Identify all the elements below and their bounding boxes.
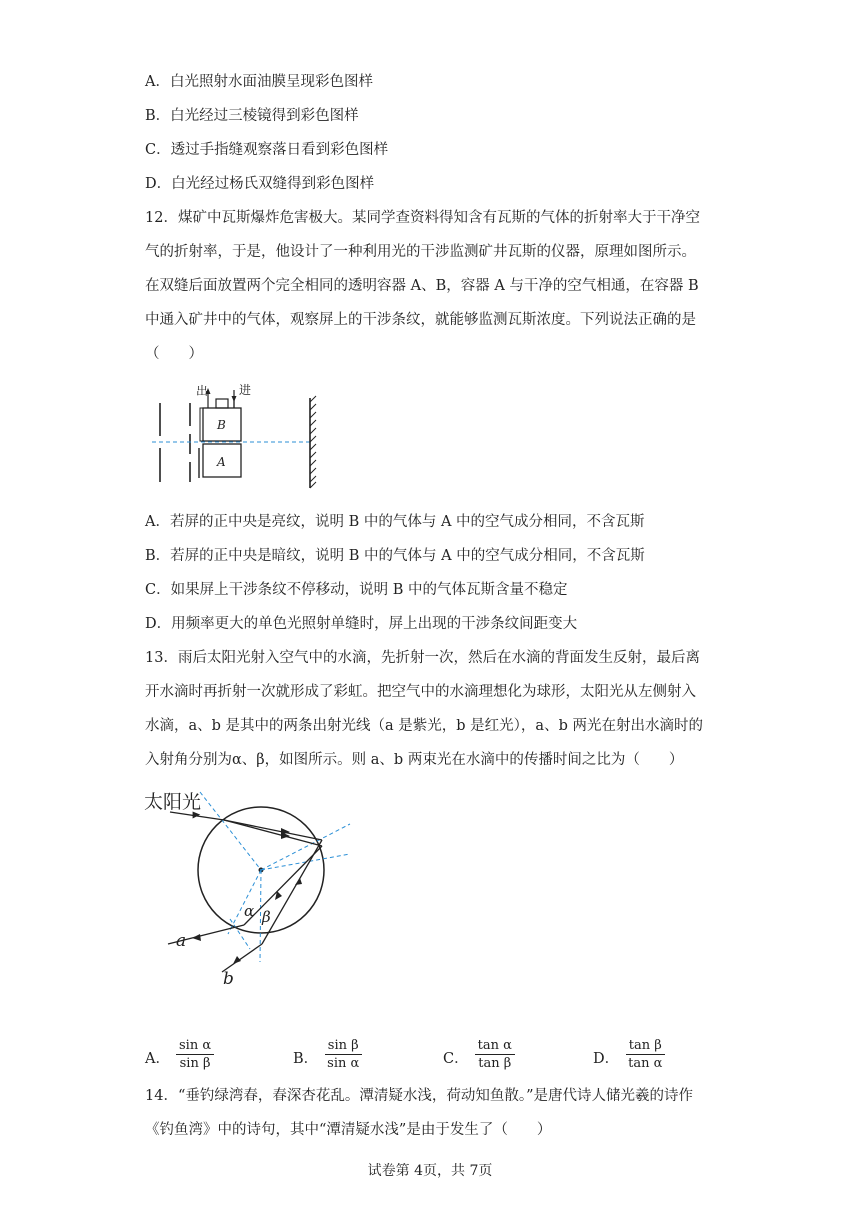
- q12-figure: [150, 378, 330, 490]
- normal-entry: [200, 792, 261, 870]
- normal-exit-b: [260, 870, 261, 962]
- q12-option-b: B．若屏的正中央是暗纹，说明 B 中的气体与 A 中的空气成分相同，不含瓦斯: [145, 548, 645, 564]
- q12-stem-line: 气的折射率，于是，他设计了一种利用光的干涉监测矿井瓦斯的仪器，原理如图所示。: [145, 244, 696, 260]
- fraction-numerator: tan β: [626, 1038, 665, 1055]
- q12-option-a: A．若屏的正中央是亮纹，说明 B 中的气体与 A 中的空气成分相同，不含瓦斯: [145, 514, 645, 530]
- q13-option-a: [145, 1038, 214, 1071]
- q11-option-b: B．白光经过三棱镜得到彩色图样: [145, 108, 359, 124]
- fraction-denominator: tan α: [628, 1056, 663, 1071]
- fraction-denominator: tan β: [478, 1056, 512, 1071]
- label-in: 进: [239, 383, 252, 397]
- option-label: C．: [443, 1051, 469, 1067]
- q11-option-d: D．白光经过杨氏双缝得到彩色图样: [145, 176, 375, 192]
- internal-ray-b: [262, 840, 322, 944]
- label-out: 出: [196, 384, 209, 398]
- label-sunlight: 太阳光: [144, 791, 202, 813]
- fraction-numerator: sin α: [176, 1038, 214, 1055]
- fraction: [475, 1038, 515, 1071]
- page-footer: 试卷第 4页，共 7页: [367, 1163, 493, 1179]
- fraction-numerator: tan α: [475, 1038, 515, 1055]
- label-ray-a: a: [176, 931, 187, 951]
- q12-stem-line: （ ）: [145, 346, 203, 362]
- label-a: A: [217, 455, 226, 469]
- q13-options: [145, 1038, 725, 1078]
- label-b: B: [217, 418, 226, 432]
- q12-stem-line: 在双缝后面放置两个完全相同的透明容器 A、B，容器 A 与干净的空气相通，在容器 B: [145, 278, 699, 294]
- q13-stem-line: 入射角分别为α、β，如图所示。则 a、b 两束光在水滴中的传播时间之比为（ ）: [145, 752, 684, 768]
- option-label: A．: [145, 1051, 170, 1067]
- q14-stem-line: 14．“垂钓绿湾春，春深杏花乱。潭清疑水浅，荷动知鱼散。”是唐代诗人储光羲的诗作: [145, 1088, 694, 1104]
- fraction-numerator: sin β: [325, 1038, 362, 1055]
- q12-option-c: C．如果屏上干涉条纹不停移动，说明 B 中的气体瓦斯含量不稳定: [145, 582, 568, 598]
- q13-stem-line: 开水滴时再折射一次就形成了彩虹。把空气中的水滴理想化为球形，太阳光从左侧射入: [145, 684, 696, 700]
- q13-stem-line: 13．雨后太阳光射入空气中的水滴，先折射一次，然后在水滴的背面发生反射，最后离: [145, 650, 700, 666]
- q13-figure: [140, 784, 370, 994]
- q13-option-d: [593, 1038, 665, 1071]
- q11-option-c: C．透过手指缝观察落日看到彩色图样: [145, 142, 389, 158]
- fraction: [324, 1038, 362, 1071]
- q14-stem-line: 《钓鱼湾》中的诗句，其中“潭清疑水浅”是由于发生了（ ）: [145, 1122, 552, 1138]
- q12-option-d: D．用频率更大的单色光照射单缝时，屏上出现的干涉条纹间距变大: [145, 616, 578, 632]
- fraction-denominator: sin α: [327, 1056, 360, 1071]
- q12-stem-line: 中通入矿井中的气体，观察屏上的干涉条纹，就能够监测瓦斯浓度。下列说法正确的是: [145, 312, 696, 328]
- q12-stem-line: 12．煤矿中瓦斯爆炸危害极大。某同学查资料得知含有瓦斯的气体的折射率大于干净空: [145, 210, 700, 226]
- internal-ray-a: [244, 846, 322, 925]
- fraction: [625, 1038, 665, 1071]
- fraction-denominator: sin β: [179, 1056, 211, 1071]
- option-label: B．: [293, 1051, 319, 1067]
- label-ray-b: b: [223, 969, 234, 989]
- label-alpha: α: [244, 902, 255, 920]
- label-beta: β: [262, 908, 271, 926]
- q13-stem-line: 水滴，a、b 是其中的两条出射光线（a 是紫光，b 是红光），a、b 两光在射出水滴时的: [145, 718, 703, 734]
- q13-option-c: [443, 1038, 515, 1071]
- q13-option-b: [293, 1038, 362, 1071]
- option-label: D．: [593, 1051, 620, 1067]
- exit-ray-b: [222, 944, 262, 972]
- q11-option-a: A．白光照射水面油膜呈现彩色图样: [145, 74, 373, 90]
- fraction: [176, 1038, 214, 1071]
